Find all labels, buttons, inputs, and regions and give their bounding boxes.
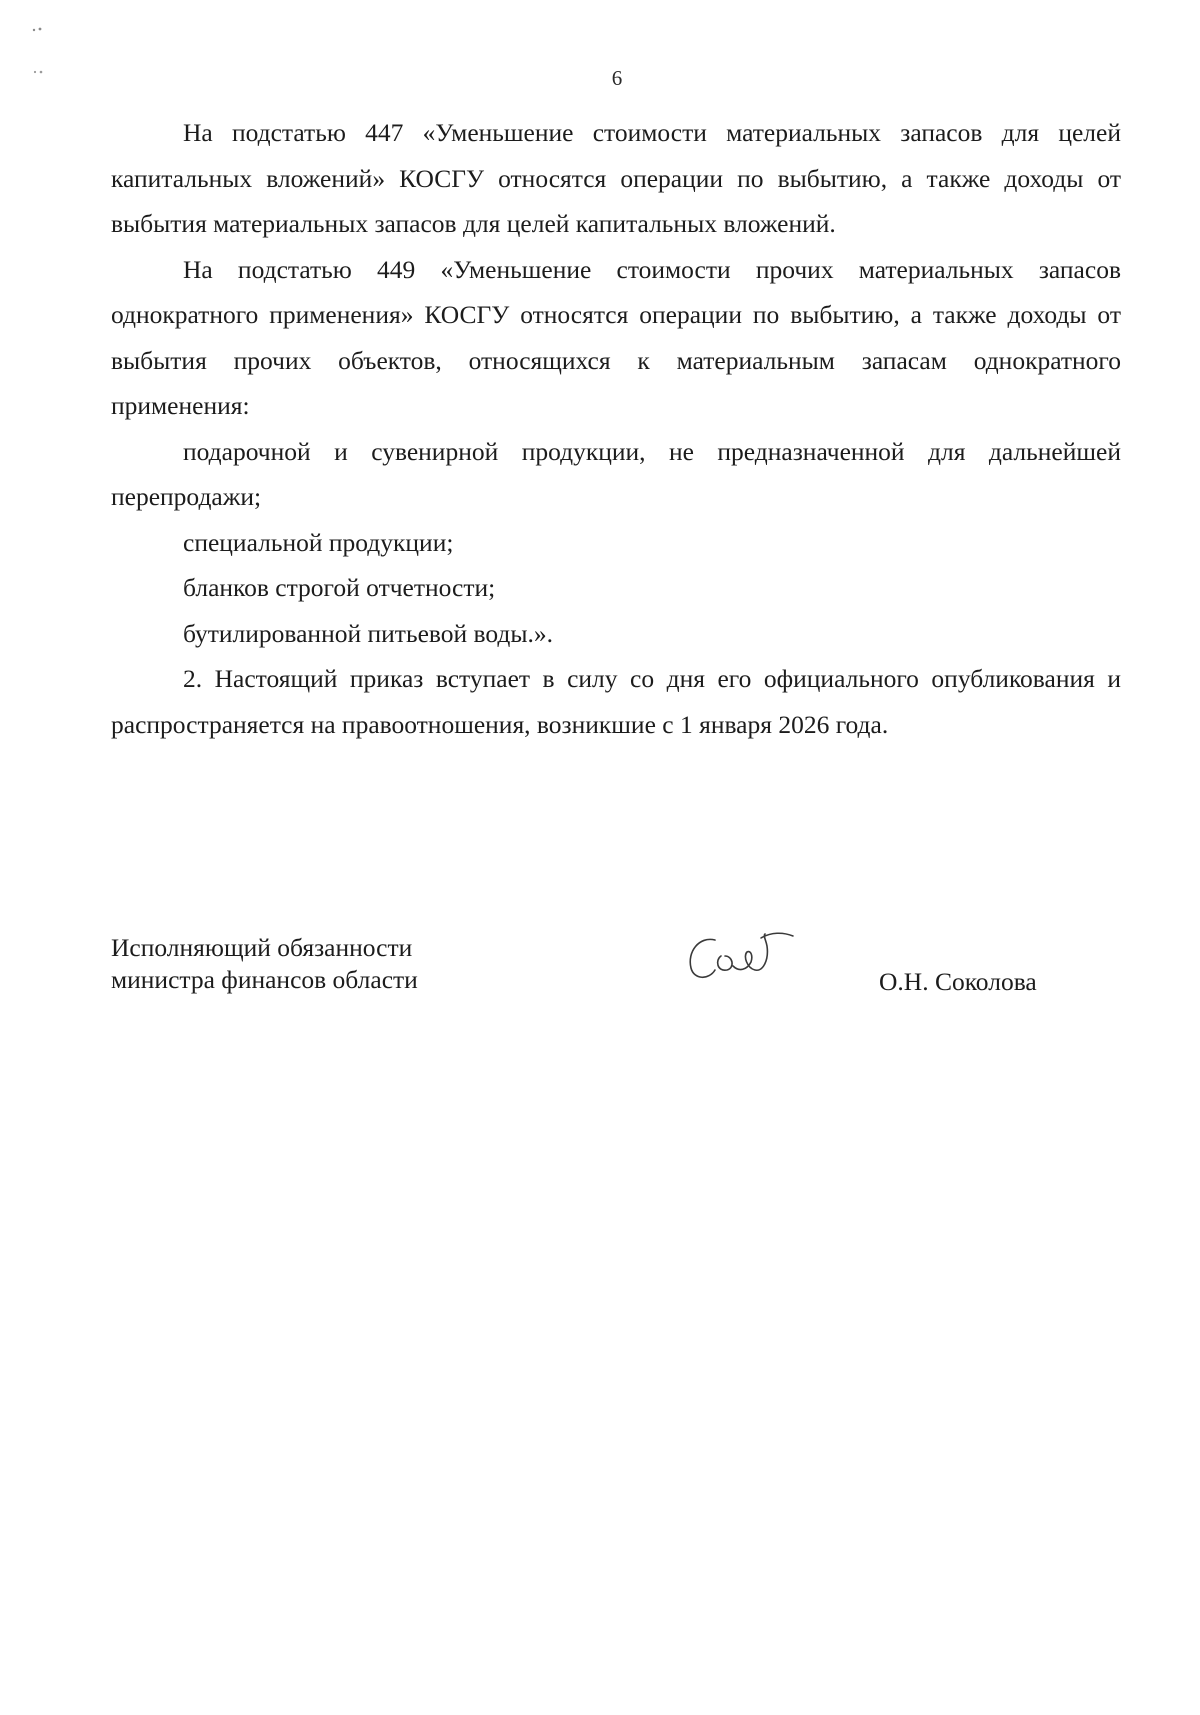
signer-title bbox=[111, 932, 531, 996]
paragraph-subarticle-449: На подстатью 449 «Уменьшение стоимости прочих материальных запасов однократного применения» КОСГУ относятся операции по выбытию, а также доходы от выбытия прочих объектов, относящихся к материальным запасам однократного применения: bbox=[111, 254, 1121, 420]
handwritten-signature bbox=[681, 926, 811, 990]
paragraph-subarticle-447: На подстатью 447 «Уменьшение стоимости материальных запасов для целей капитальных вложений» КОСГУ относятся операции по выбытию, а также доходы от выбытия материальных запасов для целей капитальных вложений. bbox=[111, 118, 1121, 238]
document-body bbox=[111, 110, 1121, 747]
list-item-gift-products: подарочной и сувенирной продукции, не предназначенной для дальнейшей перепродажи; bbox=[111, 436, 1121, 511]
signer-title-line-2: министра финансов области bbox=[111, 965, 418, 994]
signer-name: О.Н. Соколова bbox=[879, 967, 1037, 996]
list-item-special-products: специальной продукции; bbox=[183, 527, 454, 557]
list-item-bottled-water: бутилированной питьевой воды.». bbox=[183, 618, 554, 648]
paragraph-effective-date: 2. Настоящий приказ вступает в силу со дня его официального опубликования и распространяется на правоотношения, возникшие с 1 января 2026 года. bbox=[111, 664, 1121, 739]
signer-title-line-1: Исполняющий обязанности bbox=[111, 933, 413, 962]
list-item-strict-forms: бланков строгой отчетности; bbox=[183, 573, 496, 602]
signature-block bbox=[111, 932, 1121, 1012]
page-number: 6 bbox=[611, 66, 623, 90]
